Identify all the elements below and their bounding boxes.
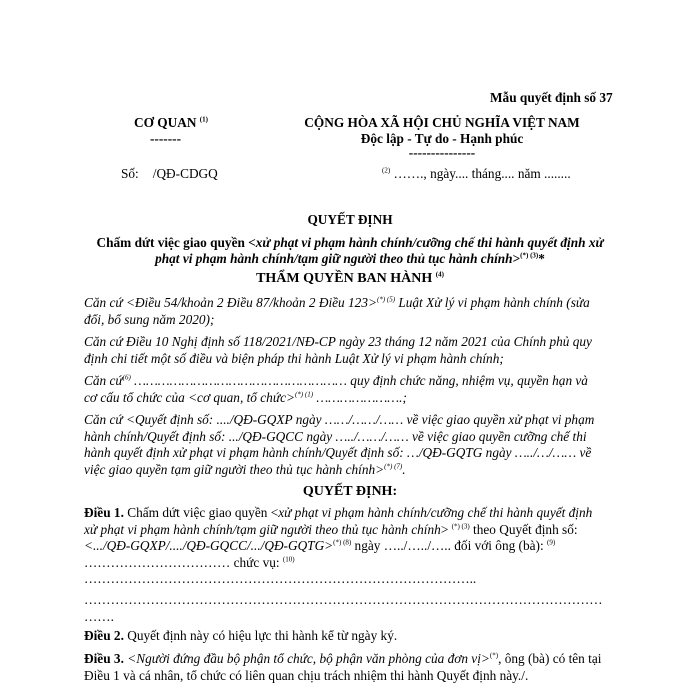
motto-divider: --------------- [408, 145, 476, 160]
article-1-label: Điều 1. [84, 505, 124, 520]
basis-1: Căn cứ <Điều 54/khoản 2 Điều 87/khoản 2 Điều 123>$^{(*) (5)}$ Luật Xử lý vi phạm hành chính (sửa đổi, bổ sung năm 2020); [84, 295, 590, 327]
subject-line-2: phạt vi phạm hành chính/tạm giữ người theo thủ tục hành chính>$^{(*) (3)}$* [155, 251, 545, 266]
place-date: $^{(2)}$ ……., ngày.... tháng.... năm ........ [382, 166, 571, 181]
document-number: Số: /QĐ-CDGQ [121, 166, 218, 181]
basis-2: Căn cứ Điều 10 Nghị định số 118/2021/NĐ-CP ngày 23 tháng 12 năm 2021 của Chính phủ quy định chi tiết một số điều và biện pháp thi hành Luật Xử lý vi phạm hành chính; [84, 334, 592, 366]
agency-label: CƠ QUAN $^{(1)}$ [134, 115, 208, 130]
form-code: Mẫu quyết định số 37 [490, 90, 613, 105]
republic-name: CỘNG HÒA XÃ HỘI CHỦ NGHĨA VIỆT NAM [304, 115, 580, 130]
subject-line-1: Chấm dứt việc giao quyền <xử phạt vi phạm hành chính/cưỡng chế thi hành quyết định xử [96, 235, 604, 250]
article-1: Điều 1. Chấm dứt việc giao quyền <xử phạt vi phạm hành chính/cưỡng chế thi hành quyết định xử phạt vi phạm hành chính/tạm giữ người theo thủ tục hành chính> $^{(*) (3)}$ theo Quyết định số: <.../QĐ-GQXP/..../QĐ-GQCC/.../QĐ-GQTG>$^{(*) (8)}$ ngày …../…../….. đối với ông (bà): $^{(9)}$ …………………………… chức vụ: $^{(10)}$ …………………………………………………………………………….. ……………………………………………………………………………………………………… ……. [84, 505, 603, 624]
agency-divider: ------- [150, 131, 181, 146]
basis-4: Căn cứ <Quyết định số: ..../QĐ-GQXP ngày ……/……/…… về việc giao quyền xử phạt vi phạm hành chính/Quyết định số: .../QĐ-GQCC ngày …../……/…… về việc giao quyền cưỡng chế thi hành quyết định xử phạt vi phạm hành chính/Quyết định số: …/QĐ-GQTG ngày …../…/…… về việc giao quyền tạm giữ người theo thủ tục hành chính>$^{(*) (7)}$. [84, 412, 595, 477]
republic-motto: Độc lập - Tự do - Hạnh phúc [360, 131, 524, 146]
article-3-label: Điều 3. [84, 651, 124, 666]
authority-heading: THẨM QUYỀN BAN HÀNH $^{(4)}$ [256, 270, 444, 286]
decision-heading: QUYẾT ĐỊNH: [302, 484, 398, 499]
document-title: QUYẾT ĐỊNH [307, 212, 393, 227]
article-3: Điều 3. <Người đứng đầu bộ phận tổ chức, bộ phận văn phòng của đơn vị>(*), ông (bà) có tên tại Điều 1 và cá nhân, tổ chức có liên quan chịu trách nhiệm thi hành Quyết định này./. [84, 651, 602, 683]
article-2: Điều 2. Quyết định này có hiệu lực thi hành kể từ ngày ký. [84, 628, 398, 643]
basis-3: Căn cứ$^{(6)}$ ……………………………………………… quy định chức năng, nhiệm vụ, quyền hạn và cơ cấu tổ chức của <cơ quan, tổ chức>$^{(*) (1)}$ ………………….; [84, 373, 588, 405]
article-2-label: Điều 2. [84, 628, 124, 643]
